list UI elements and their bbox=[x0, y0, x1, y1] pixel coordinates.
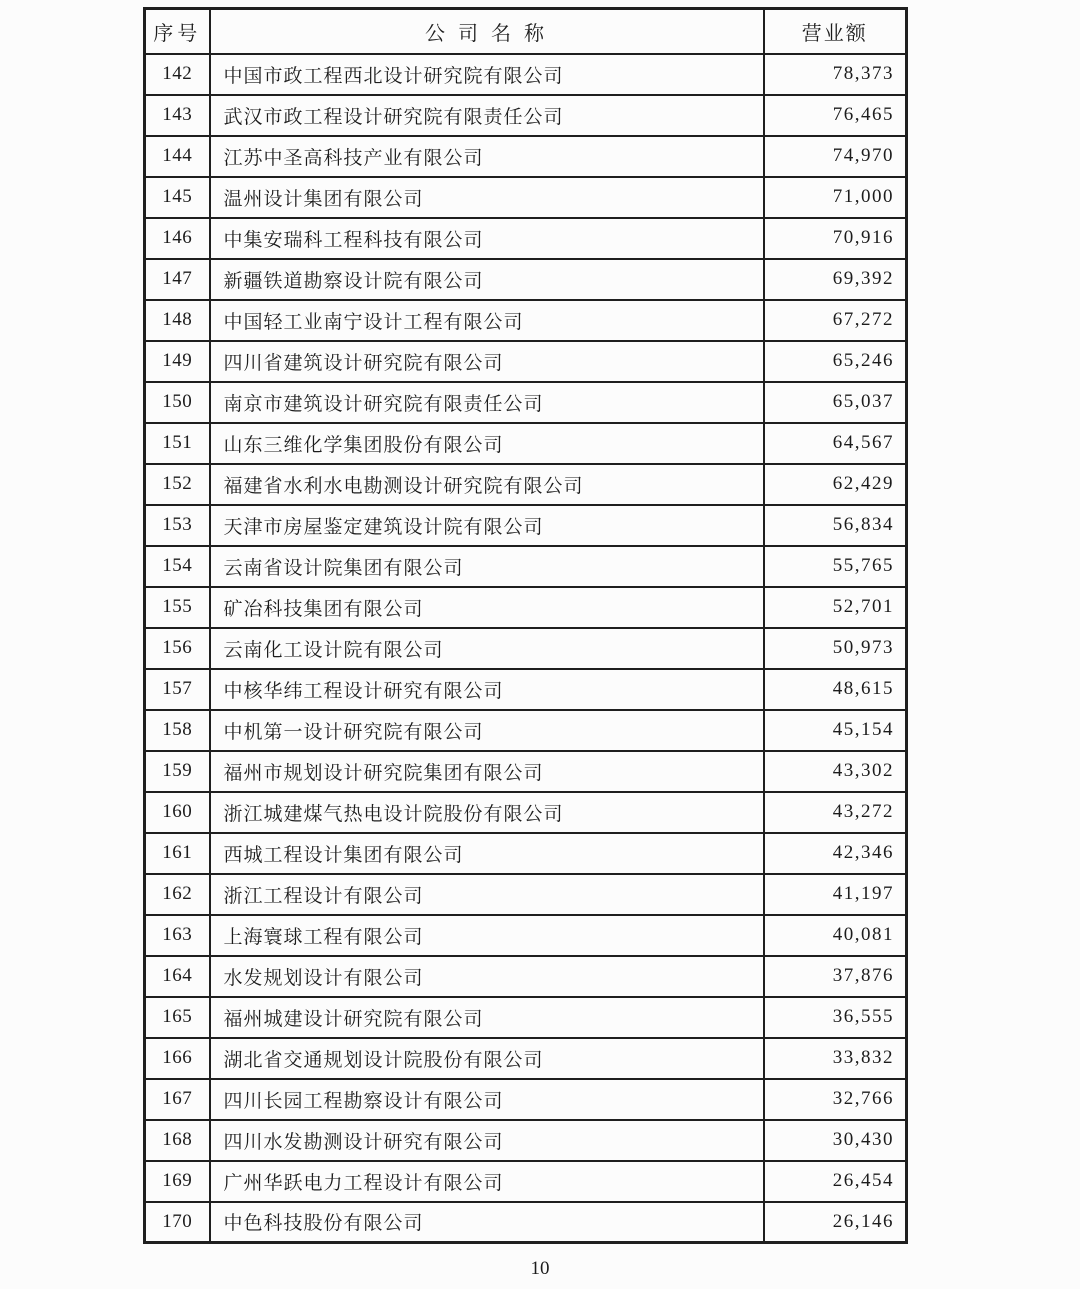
table-row bbox=[145, 628, 907, 669]
row-index-cell: 144 bbox=[145, 136, 210, 177]
row-index-cell: 155 bbox=[145, 587, 210, 628]
row-index-cell: 168 bbox=[145, 1120, 210, 1161]
row-index-cell: 145 bbox=[145, 177, 210, 218]
revenue-cell: 26,146 bbox=[764, 1202, 907, 1243]
table-row bbox=[145, 997, 907, 1038]
row-index-cell: 161 bbox=[145, 833, 210, 874]
revenue-cell: 64,567 bbox=[764, 423, 907, 464]
revenue-cell: 56,834 bbox=[764, 505, 907, 546]
revenue-cell: 52,701 bbox=[764, 587, 907, 628]
row-index-cell: 152 bbox=[145, 464, 210, 505]
revenue-cell: 65,037 bbox=[764, 382, 907, 423]
company-name-cell: 浙江城建煤气热电设计院股份有限公司 bbox=[210, 792, 764, 833]
table-row bbox=[145, 1038, 907, 1079]
company-name-cell: 四川长园工程勘察设计有限公司 bbox=[210, 1079, 764, 1120]
row-index-cell: 151 bbox=[145, 423, 210, 464]
revenue-cell: 32,766 bbox=[764, 1079, 907, 1120]
table-body bbox=[145, 54, 907, 1243]
revenue-cell: 50,973 bbox=[764, 628, 907, 669]
company-name-cell: 云南化工设计院有限公司 bbox=[210, 628, 764, 669]
revenue-cell: 36,555 bbox=[764, 997, 907, 1038]
company-name-cell: 水发规划设计有限公司 bbox=[210, 956, 764, 997]
revenue-cell: 78,373 bbox=[764, 54, 907, 95]
company-name-cell: 山东三维化学集团股份有限公司 bbox=[210, 423, 764, 464]
table-row bbox=[145, 300, 907, 341]
row-index-cell: 147 bbox=[145, 259, 210, 300]
revenue-cell: 43,272 bbox=[764, 792, 907, 833]
table-row bbox=[145, 874, 907, 915]
table-row bbox=[145, 1161, 907, 1202]
company-name-cell: 南京市建筑设计研究院有限责任公司 bbox=[210, 382, 764, 423]
revenue-cell: 70,916 bbox=[764, 218, 907, 259]
company-name-cell: 中色科技股份有限公司 bbox=[210, 1202, 764, 1243]
company-name-cell: 西城工程设计集团有限公司 bbox=[210, 833, 764, 874]
row-index-cell: 165 bbox=[145, 997, 210, 1038]
table-row bbox=[145, 54, 907, 95]
table-row bbox=[145, 505, 907, 546]
revenue-cell: 67,272 bbox=[764, 300, 907, 341]
revenue-cell: 69,392 bbox=[764, 259, 907, 300]
row-index-cell: 167 bbox=[145, 1079, 210, 1120]
revenue-cell: 76,465 bbox=[764, 95, 907, 136]
revenue-cell: 48,615 bbox=[764, 669, 907, 710]
row-index-cell: 159 bbox=[145, 751, 210, 792]
row-index-cell: 154 bbox=[145, 546, 210, 587]
row-index-cell: 143 bbox=[145, 95, 210, 136]
revenue-cell: 40,081 bbox=[764, 915, 907, 956]
table-row bbox=[145, 95, 907, 136]
table-row bbox=[145, 259, 907, 300]
row-index-cell: 164 bbox=[145, 956, 210, 997]
company-name-cell: 云南省设计院集团有限公司 bbox=[210, 546, 764, 587]
company-name-cell: 四川省建筑设计研究院有限公司 bbox=[210, 341, 764, 382]
table-row bbox=[145, 956, 907, 997]
row-index-cell: 157 bbox=[145, 669, 210, 710]
revenue-cell: 30,430 bbox=[764, 1120, 907, 1161]
row-index-cell: 169 bbox=[145, 1161, 210, 1202]
company-name-cell: 江苏中圣高科技产业有限公司 bbox=[210, 136, 764, 177]
revenue-cell: 41,197 bbox=[764, 874, 907, 915]
table-row bbox=[145, 587, 907, 628]
revenue-cell: 55,765 bbox=[764, 546, 907, 587]
revenue-cell: 71,000 bbox=[764, 177, 907, 218]
company-name-cell: 中集安瑞科工程科技有限公司 bbox=[210, 218, 764, 259]
revenue-cell: 74,970 bbox=[764, 136, 907, 177]
company-name-cell: 四川水发勘测设计研究有限公司 bbox=[210, 1120, 764, 1161]
company-name-cell: 上海寰球工程有限公司 bbox=[210, 915, 764, 956]
table-row bbox=[145, 341, 907, 382]
row-index-cell: 156 bbox=[145, 628, 210, 669]
company-name-cell: 中国市政工程西北设计研究院有限公司 bbox=[210, 54, 764, 95]
row-index-cell: 166 bbox=[145, 1038, 210, 1079]
company-name-cell: 福州市规划设计研究院集团有限公司 bbox=[210, 751, 764, 792]
revenue-cell: 65,246 bbox=[764, 341, 907, 382]
company-name-cell: 矿冶科技集团有限公司 bbox=[210, 587, 764, 628]
row-index-cell: 158 bbox=[145, 710, 210, 751]
row-index-cell: 146 bbox=[145, 218, 210, 259]
table-row bbox=[145, 833, 907, 874]
table-row bbox=[145, 1079, 907, 1120]
row-index-cell: 149 bbox=[145, 341, 210, 382]
table-row bbox=[145, 136, 907, 177]
row-index-cell: 160 bbox=[145, 792, 210, 833]
company-name-cell: 中国轻工业南宁设计工程有限公司 bbox=[210, 300, 764, 341]
row-index-cell: 153 bbox=[145, 505, 210, 546]
revenue-cell: 33,832 bbox=[764, 1038, 907, 1079]
table-row bbox=[145, 1202, 907, 1243]
revenue-cell: 42,346 bbox=[764, 833, 907, 874]
revenue-cell: 37,876 bbox=[764, 956, 907, 997]
company-name-cell: 浙江工程设计有限公司 bbox=[210, 874, 764, 915]
table-row bbox=[145, 382, 907, 423]
revenue-cell: 45,154 bbox=[764, 710, 907, 751]
company-name-cell: 天津市房屋鉴定建筑设计院有限公司 bbox=[210, 505, 764, 546]
table-row bbox=[145, 669, 907, 710]
company-name-cell: 中核华纬工程设计研究有限公司 bbox=[210, 669, 764, 710]
table-row bbox=[145, 218, 907, 259]
row-index-cell: 142 bbox=[145, 54, 210, 95]
row-index-cell: 150 bbox=[145, 382, 210, 423]
table-row bbox=[145, 751, 907, 792]
row-index-cell: 170 bbox=[145, 1202, 210, 1243]
company-name-cell: 广州华跃电力工程设计有限公司 bbox=[210, 1161, 764, 1202]
company-name-cell: 新疆铁道勘察设计院有限公司 bbox=[210, 259, 764, 300]
table-row bbox=[145, 1120, 907, 1161]
revenue-cell: 62,429 bbox=[764, 464, 907, 505]
company-name-cell: 福州城建设计研究院有限公司 bbox=[210, 997, 764, 1038]
table-row bbox=[145, 915, 907, 956]
company-name-cell: 福建省水利水电勘测设计研究院有限公司 bbox=[210, 464, 764, 505]
company-name-cell: 温州设计集团有限公司 bbox=[210, 177, 764, 218]
row-index-cell: 162 bbox=[145, 874, 210, 915]
table-row bbox=[145, 464, 907, 505]
table-header-row bbox=[145, 9, 907, 54]
table-row bbox=[145, 423, 907, 464]
revenue-cell: 26,454 bbox=[764, 1161, 907, 1202]
table-row bbox=[145, 792, 907, 833]
revenue-cell: 43,302 bbox=[764, 751, 907, 792]
company-revenue-table bbox=[143, 7, 908, 1244]
company-name-cell: 武汉市政工程设计研究院有限责任公司 bbox=[210, 95, 764, 136]
page-number: 10 bbox=[530, 1258, 550, 1279]
company-name-cell: 湖北省交通规划设计院股份有限公司 bbox=[210, 1038, 764, 1079]
table-row bbox=[145, 177, 907, 218]
table-row bbox=[145, 546, 907, 587]
table-row bbox=[145, 710, 907, 751]
header-revenue: 营业额 bbox=[764, 9, 907, 54]
company-name-cell: 中机第一设计研究院有限公司 bbox=[210, 710, 764, 751]
row-index-cell: 163 bbox=[145, 915, 210, 956]
header-index: 序号 bbox=[145, 9, 210, 54]
header-company-name: 公 司 名 称 bbox=[210, 9, 764, 54]
row-index-cell: 148 bbox=[145, 300, 210, 341]
